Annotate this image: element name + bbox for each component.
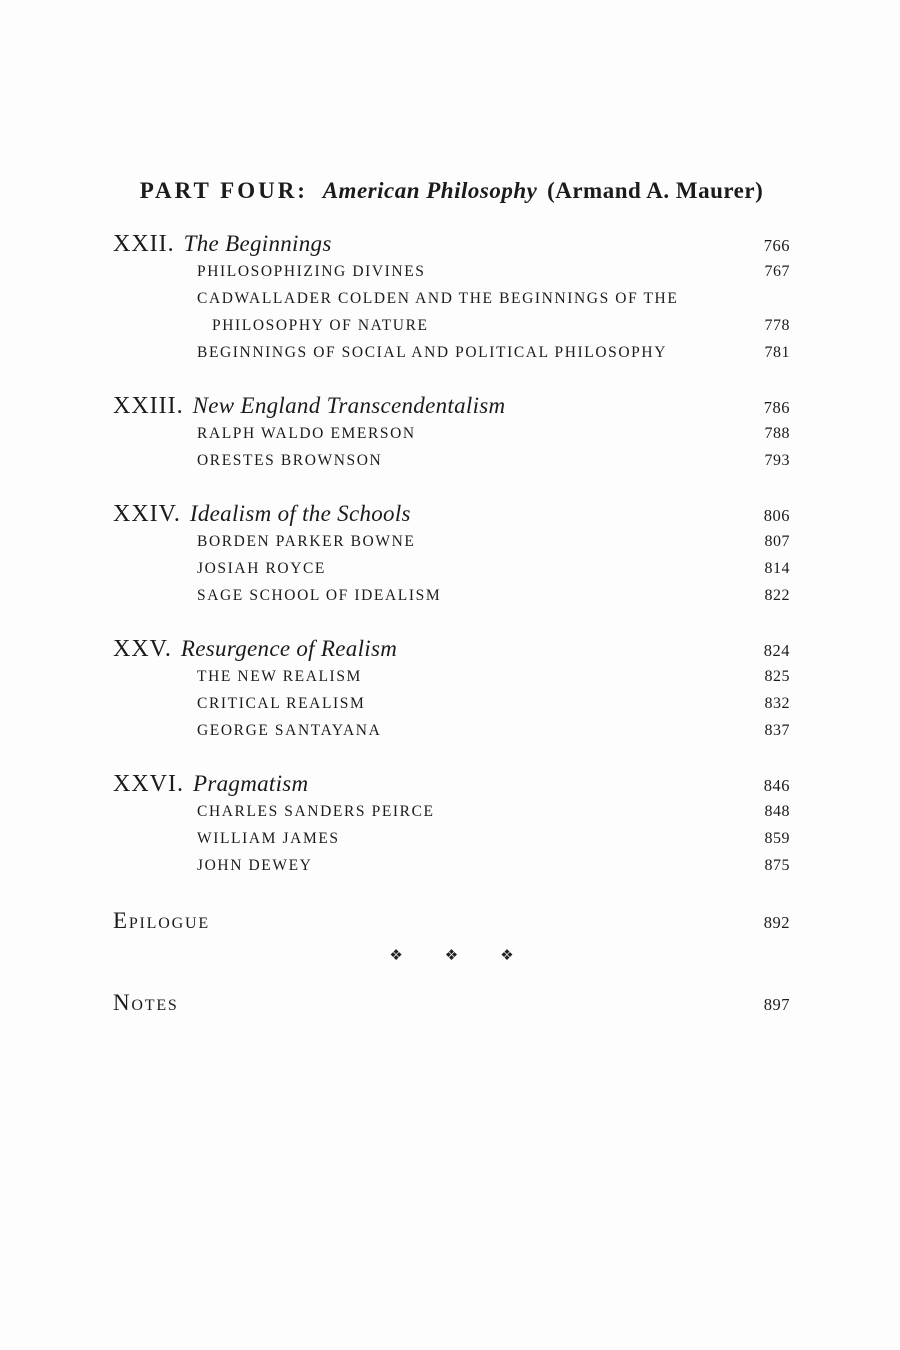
part-heading-author: (Armand A. Maurer) xyxy=(547,178,764,203)
chapter-page-number: 846 xyxy=(763,776,790,795)
section-title: CHARLES SANDERS PEIRCE xyxy=(197,803,435,820)
part-heading xyxy=(113,176,790,206)
fleuron-ornament-icon: ❖ xyxy=(444,946,459,964)
toc-section-row xyxy=(113,344,790,371)
chapter-page-number: 806 xyxy=(763,506,790,525)
toc-section-row xyxy=(113,668,790,695)
section-title: CRITICAL REALISM xyxy=(197,695,366,712)
section-page-number: 832 xyxy=(764,695,790,712)
chapter-number: XXIV. xyxy=(113,501,181,527)
toc-section-row xyxy=(113,290,790,317)
epilogue-page-number: 892 xyxy=(763,913,790,932)
toc-section-row xyxy=(113,452,790,479)
section-title: GEORGE SANTAYANA xyxy=(197,722,382,739)
chapter-page-number: 824 xyxy=(763,641,790,660)
toc-chapter-heading-row xyxy=(113,231,790,263)
toc-chapter-heading-row xyxy=(113,636,790,668)
chapter-title: Pragmatism xyxy=(193,771,309,796)
toc-section-row xyxy=(113,857,790,884)
chapter-title: New England Transcendentalism xyxy=(192,393,506,418)
section-title: BEGINNINGS OF SOCIAL AND POLITICAL PHILOSOPHY xyxy=(197,344,667,361)
chapter-number: XXIII. xyxy=(113,393,184,419)
toc-chapter-list xyxy=(113,231,790,884)
section-page-number: 788 xyxy=(764,425,790,442)
section-title: JOSIAH ROYCE xyxy=(197,560,327,577)
chapter-title: The Beginnings xyxy=(183,231,332,256)
toc-section-row xyxy=(113,722,790,749)
fleuron-ornament-icon: ❖ xyxy=(500,946,514,964)
toc-section-row xyxy=(113,803,790,830)
section-title: SAGE SCHOOL OF IDEALISM xyxy=(197,587,442,604)
toc-epilogue-row xyxy=(113,908,790,940)
section-page-number: 781 xyxy=(764,344,790,361)
chapter-number: XXVI. xyxy=(113,771,184,797)
section-title: BORDEN PARKER BOWNE xyxy=(197,533,416,550)
chapter-number: XXV. xyxy=(113,636,172,662)
epilogue-label: Epilogue xyxy=(113,908,210,933)
toc-section-row xyxy=(113,533,790,560)
toc-chapter-heading-row xyxy=(113,501,790,533)
chapter-page-number: 766 xyxy=(763,236,790,255)
section-title: ORESTES BROWNSON xyxy=(197,452,383,469)
section-title: RALPH WALDO EMERSON xyxy=(197,425,416,442)
section-break-ornaments xyxy=(113,945,790,965)
chapter-page-number: 786 xyxy=(763,398,790,417)
toc-section-row xyxy=(113,695,790,722)
toc-section-row xyxy=(113,587,790,614)
toc-notes-row xyxy=(113,990,790,1022)
chapter-title: Resurgence of Realism xyxy=(180,636,398,661)
section-page-number: 793 xyxy=(764,452,790,469)
part-heading-title: American Philosophy xyxy=(322,178,538,203)
section-page-number: 767 xyxy=(764,263,790,280)
section-page-number: 825 xyxy=(764,668,790,685)
section-title: PHILOSOPHY OF NATURE xyxy=(212,317,429,334)
toc-chapter-heading-row xyxy=(113,393,790,425)
section-title: CADWALLADER COLDEN AND THE BEGINNINGS OF THE xyxy=(197,290,679,307)
toc-section-row xyxy=(113,425,790,452)
toc-section-row xyxy=(113,263,790,290)
notes-page-number: 897 xyxy=(763,995,790,1014)
section-page-number: 837 xyxy=(764,722,790,739)
section-title: THE NEW REALISM xyxy=(197,668,362,685)
chapter-number: XXII. xyxy=(113,231,175,257)
section-page-number: 848 xyxy=(764,803,790,820)
section-title: JOHN DEWEY xyxy=(197,857,313,874)
toc-section-row xyxy=(113,830,790,857)
section-page-number: 778 xyxy=(764,317,790,334)
toc-section-row xyxy=(113,317,790,344)
section-page-number: 807 xyxy=(764,533,790,550)
section-page-number: 822 xyxy=(764,587,790,604)
toc-chapter-heading-row xyxy=(113,771,790,803)
section-page-number: 859 xyxy=(764,830,790,847)
section-title: PHILOSOPHIZING DIVINES xyxy=(197,263,426,280)
section-page-number: 814 xyxy=(764,560,790,577)
table-of-contents xyxy=(113,176,790,1022)
chapter-title: Idealism of the Schools xyxy=(189,501,411,526)
toc-section-row xyxy=(113,560,790,587)
part-heading-label: PART FOUR: xyxy=(139,178,308,203)
section-page-number: 875 xyxy=(764,857,790,874)
notes-label: Notes xyxy=(113,990,179,1015)
section-title: WILLIAM JAMES xyxy=(197,830,340,847)
fleuron-ornament-icon: ❖ xyxy=(389,946,403,964)
